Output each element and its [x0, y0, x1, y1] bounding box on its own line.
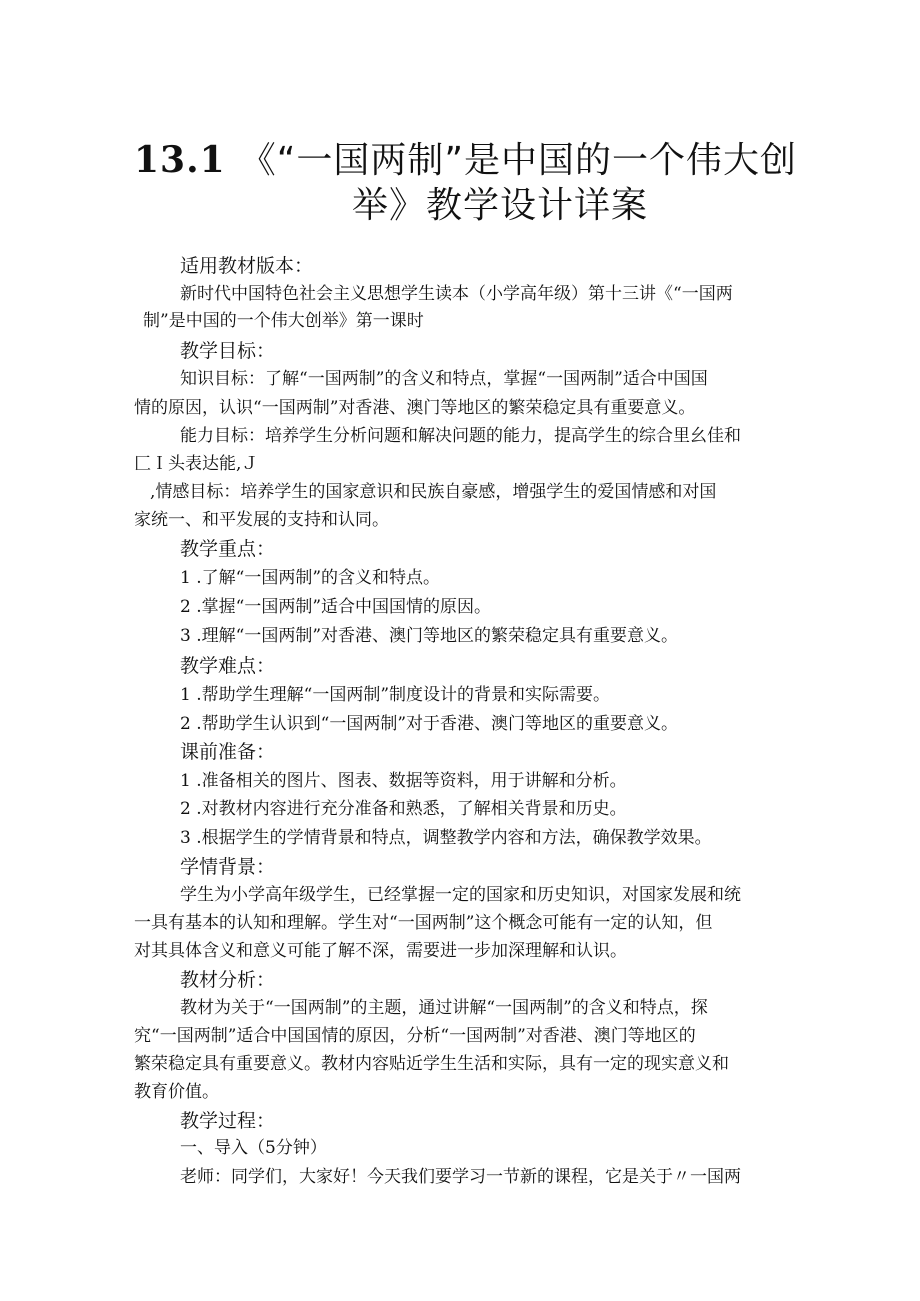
paragraph-line: 一具有基本的认知和理解。学生对“一国两制”这个概念可能有一定的认知，但	[134, 913, 713, 933]
list-item: 1 .帮助学生理解“一国两制”制度设计的背景和实际需要。	[180, 685, 611, 705]
paragraph-line: 家统一、和平发展的支持和认同。	[134, 510, 389, 530]
list-item: 2 .对教材内容进行充分准备和熟悉，了解相关背景和历史。	[180, 799, 627, 819]
section-number: 13.1	[134, 139, 226, 181]
paragraph-line: 对其具体含义和意义可能了解不深，需要进一步加深理解和认识。	[134, 941, 627, 961]
heading-objectives: 教学目标：	[180, 340, 276, 362]
paragraph-line: 匚Ｉ头表达能,Ｊ	[134, 454, 259, 474]
document-title-line-2: 举》教学设计详案	[352, 185, 649, 226]
list-item: 1 .准备相关的图片、图表、数据等资料，用于讲解和分析。	[180, 771, 627, 791]
heading-key-points: 教学重点：	[180, 538, 276, 560]
paragraph-line: 知识目标：了解“一国两制”的含义和特点，掌握“一国两制”适合中国国	[180, 369, 708, 389]
heading-teaching-process: 教学过程：	[180, 1110, 276, 1132]
heading-difficulties: 教学难点：	[180, 655, 276, 677]
paragraph-line: 能力目标：培养学生分析问题和解决问题的能力，提高学生的综合里幺佳和	[180, 426, 741, 446]
list-item: 3 .根据学生的学情背景和特点，调整教学内容和方法，确保教学效果。	[180, 828, 712, 848]
paragraph-line: 情的原因，认识“一国两制”对香港、澳门等地区的繁荣稳定具有重要意义。	[134, 398, 696, 418]
heading-student-background: 学情背景：	[180, 856, 276, 878]
list-item: 3 .理解“一国两制”对香港、澳门等地区的繁荣稳定具有重要意义。	[180, 626, 679, 646]
title-text-1: 《“一国两制”是中国的一个伟大创	[239, 140, 797, 181]
paragraph-line: 教材为关于“一国两制”的主题，通过讲解“一国两制”的含义和特点，探	[180, 998, 708, 1018]
heading-material-analysis: 教材分析：	[180, 969, 276, 991]
paragraph-line: ,情感目标：培养学生的国家意识和民族自豪感，增强学生的爱国情感和对国	[150, 482, 717, 502]
paragraph-line: 究“一国两制”适合中国国情的原因，分析“一国两制”对香港、澳门等地区的	[134, 1026, 696, 1046]
list-item: 1 .了解“一国两制”的含义和特点。	[180, 568, 441, 588]
list-item: 2 .帮助学生认识到“一国两制”对于香港、澳门等地区的重要意义。	[180, 714, 679, 734]
paragraph-line: 老师：同学们，大家好！今天我们要学习一节新的课程，它是关于〃一国两	[180, 1167, 741, 1187]
heading-preparation: 课前准备：	[180, 741, 276, 763]
paragraph-line: 学生为小学高年级学生，已经掌握一定的国家和历史知识，对国家发展和统	[180, 885, 741, 905]
paragraph-line: 新时代中国特色社会主义思想学生读本（小学高年级）第十三讲《“一国两	[180, 284, 733, 304]
heading-textbook-version: 适用教材版本：	[180, 255, 314, 277]
paragraph-line: 教育价值。	[134, 1082, 219, 1102]
paragraph-line: 制”是中国的一个伟大创举》第一课时	[143, 311, 424, 331]
paragraph-line: 繁荣稳定具有重要意义。教材内容贴近学生生活和实际，具有一定的现实意义和	[134, 1054, 729, 1074]
document-title-line-1	[134, 139, 797, 181]
list-item: 2 .掌握“一国两制”适合中国国情的原因。	[180, 597, 492, 617]
subheading-intro: 一、导入（5分钟）	[180, 1138, 327, 1158]
